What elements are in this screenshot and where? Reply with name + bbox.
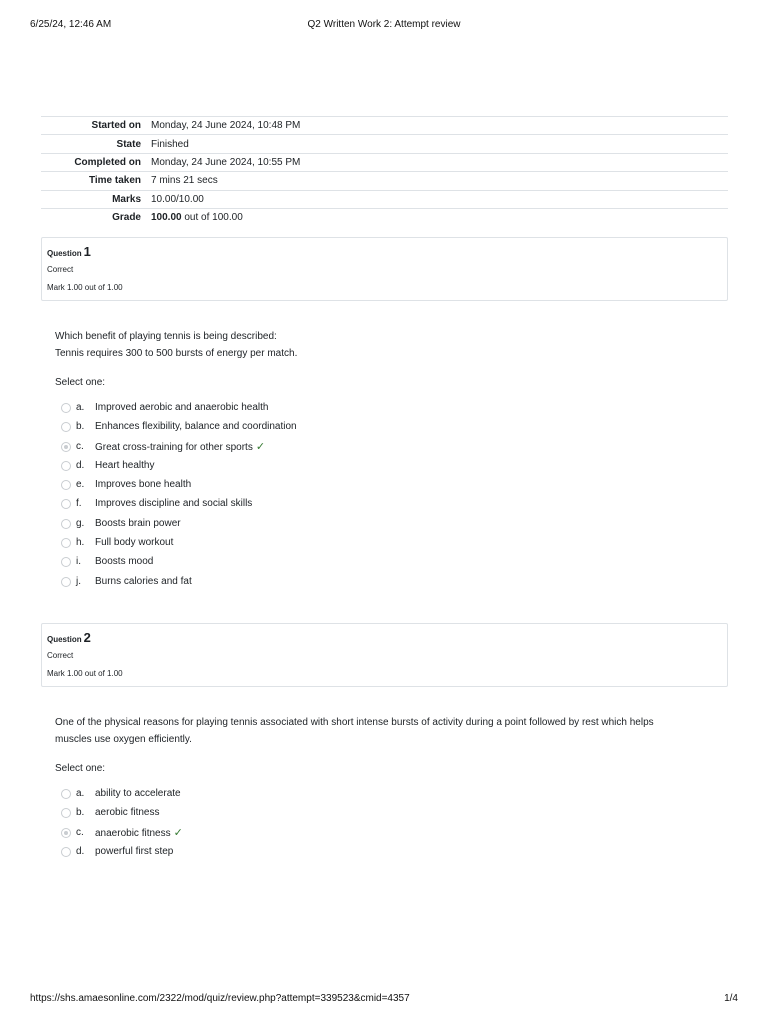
question-1-info [41,237,728,301]
answer-option-i[interactable] [61,556,561,575]
option-letter: f. [76,498,82,510]
option-letter: b. [76,421,85,433]
summary-row-marks [41,190,728,208]
answer-option-e[interactable] [61,479,561,498]
answer-option-d[interactable] [61,846,561,865]
question-label: Question [47,635,82,644]
question-state: Correct [47,651,74,660]
radio-button[interactable] [61,480,71,490]
option-text: aerobic fitness [95,807,160,819]
option-text: anaerobic fitness [95,827,171,839]
question-2-text [55,714,705,748]
radio-button[interactable] [61,499,71,509]
page-title: Q2 Written Work 2: Attempt review [307,19,461,30]
radio-button[interactable] [61,538,71,548]
option-letter: a. [76,402,85,413]
option-letter: c. [76,440,84,452]
option-text: ability to accelerate [95,788,181,799]
answer-option-b[interactable] [61,807,561,826]
answer-option-f[interactable] [61,498,561,517]
summary-value [146,208,728,226]
summary-value: 10.00/10.00 [151,193,204,205]
question-text-line: One of the physical reasons for playing tennis associated with short intense bursts of activity during a point followed by rest which helps [55,717,654,728]
question-state: Correct [47,265,74,274]
summary-value: Finished [151,138,189,150]
option-text-wrap [95,441,265,454]
page-url[interactable]: https://shs.amaesonline.com/2322/mod/quiz/review.php?attempt=339523&cmid=4357 [30,993,410,1004]
answer-option-j[interactable] [61,576,561,595]
answer-option-a[interactable] [61,788,561,807]
option-letter: h. [76,537,85,549]
option-text: Boosts brain power [95,517,181,529]
radio-button[interactable] [61,577,71,587]
option-letter: g. [76,517,85,529]
summary-row-completed [41,153,728,171]
answer-option-h[interactable] [61,537,561,556]
option-text: Full body workout [95,537,174,549]
question-grade: Mark 1.00 out of 1.00 [47,283,123,292]
page-number: 1/4 [724,993,738,1004]
option-letter: e. [76,479,85,491]
answer-option-b[interactable] [61,421,561,440]
option-text: Boosts mood [95,556,154,568]
summary-row-started [41,117,728,135]
print-header [30,19,738,33]
attempt-summary-table [41,116,728,227]
option-letter: d. [76,459,85,471]
question-2-info [41,623,728,687]
option-letter: b. [76,807,85,819]
summary-label: Time taken [88,175,141,187]
summary-label: Marks [112,193,141,205]
option-text: Improved aerobic and anaerobic health [95,402,269,413]
radio-button[interactable] [61,461,71,471]
question-number [47,244,91,259]
summary-label: Completed on [74,156,141,168]
question-text-line: Tennis requires 300 to 500 bursts of energy per match. [55,348,298,359]
select-one-prompt: Select one: [55,763,106,774]
question-2-answers [61,788,561,865]
radio-button[interactable] [61,789,71,799]
answer-option-g[interactable] [61,518,561,537]
question-number-value: 2 [83,630,91,645]
grade-score: 100.00 [151,212,182,224]
summary-value: Monday, 24 June 2024, 10:55 PM [151,156,301,168]
answer-option-a[interactable] [61,402,561,421]
question-1-answers [61,402,561,595]
answer-option-c[interactable] [61,441,561,460]
radio-button-selected[interactable] [61,828,71,838]
option-text: Burns calories and fat [95,575,192,587]
option-text: Great cross-training for other sports [95,441,253,453]
question-grade: Mark 1.00 out of 1.00 [47,669,123,678]
question-number [47,630,91,645]
summary-row-state [41,135,728,153]
correct-check-icon: ✓ [255,440,266,453]
question-text-line: Which benefit of playing tennis is being described: [55,331,277,342]
option-text: powerful first step [95,845,174,857]
question-1-text [55,328,705,362]
answer-option-c[interactable] [61,827,561,846]
select-one-prompt: Select one: [55,377,106,388]
summary-value: 7 mins 21 secs [151,175,218,187]
option-text: Heart healthy [95,459,155,471]
summary-row-time-taken [41,172,728,190]
radio-button[interactable] [61,808,71,818]
radio-button-selected[interactable] [61,442,71,452]
option-letter: c. [76,826,84,838]
grade-total: out of 100.00 [181,212,243,224]
option-text: Enhances flexibility, balance and coordination [95,421,297,433]
radio-button[interactable] [61,847,71,857]
option-letter: i. [76,556,81,568]
question-number-value: 1 [83,244,91,259]
answer-option-d[interactable] [61,460,561,479]
summary-label: Started on [91,120,141,132]
summary-row-grade [41,208,728,226]
option-letter: a. [76,788,85,799]
summary-value: Monday, 24 June 2024, 10:48 PM [151,120,301,132]
option-letter: j. [76,575,81,587]
summary-label: Grade [112,212,141,224]
option-text: Improves discipline and social skills [95,498,253,510]
radio-button[interactable] [61,519,71,529]
print-date: 6/25/24, 12:46 AM [30,19,112,30]
option-letter: d. [76,845,85,857]
option-text: Improves bone health [95,479,192,491]
correct-check-icon: ✓ [173,826,183,839]
question-label: Question [47,249,82,258]
radio-button[interactable] [61,403,71,413]
question-text-line: muscles use oxygen efficiently. [55,734,192,745]
option-text-wrap [95,827,183,840]
radio-button[interactable] [61,557,71,567]
summary-label: State [116,138,141,150]
radio-button[interactable] [61,422,71,432]
